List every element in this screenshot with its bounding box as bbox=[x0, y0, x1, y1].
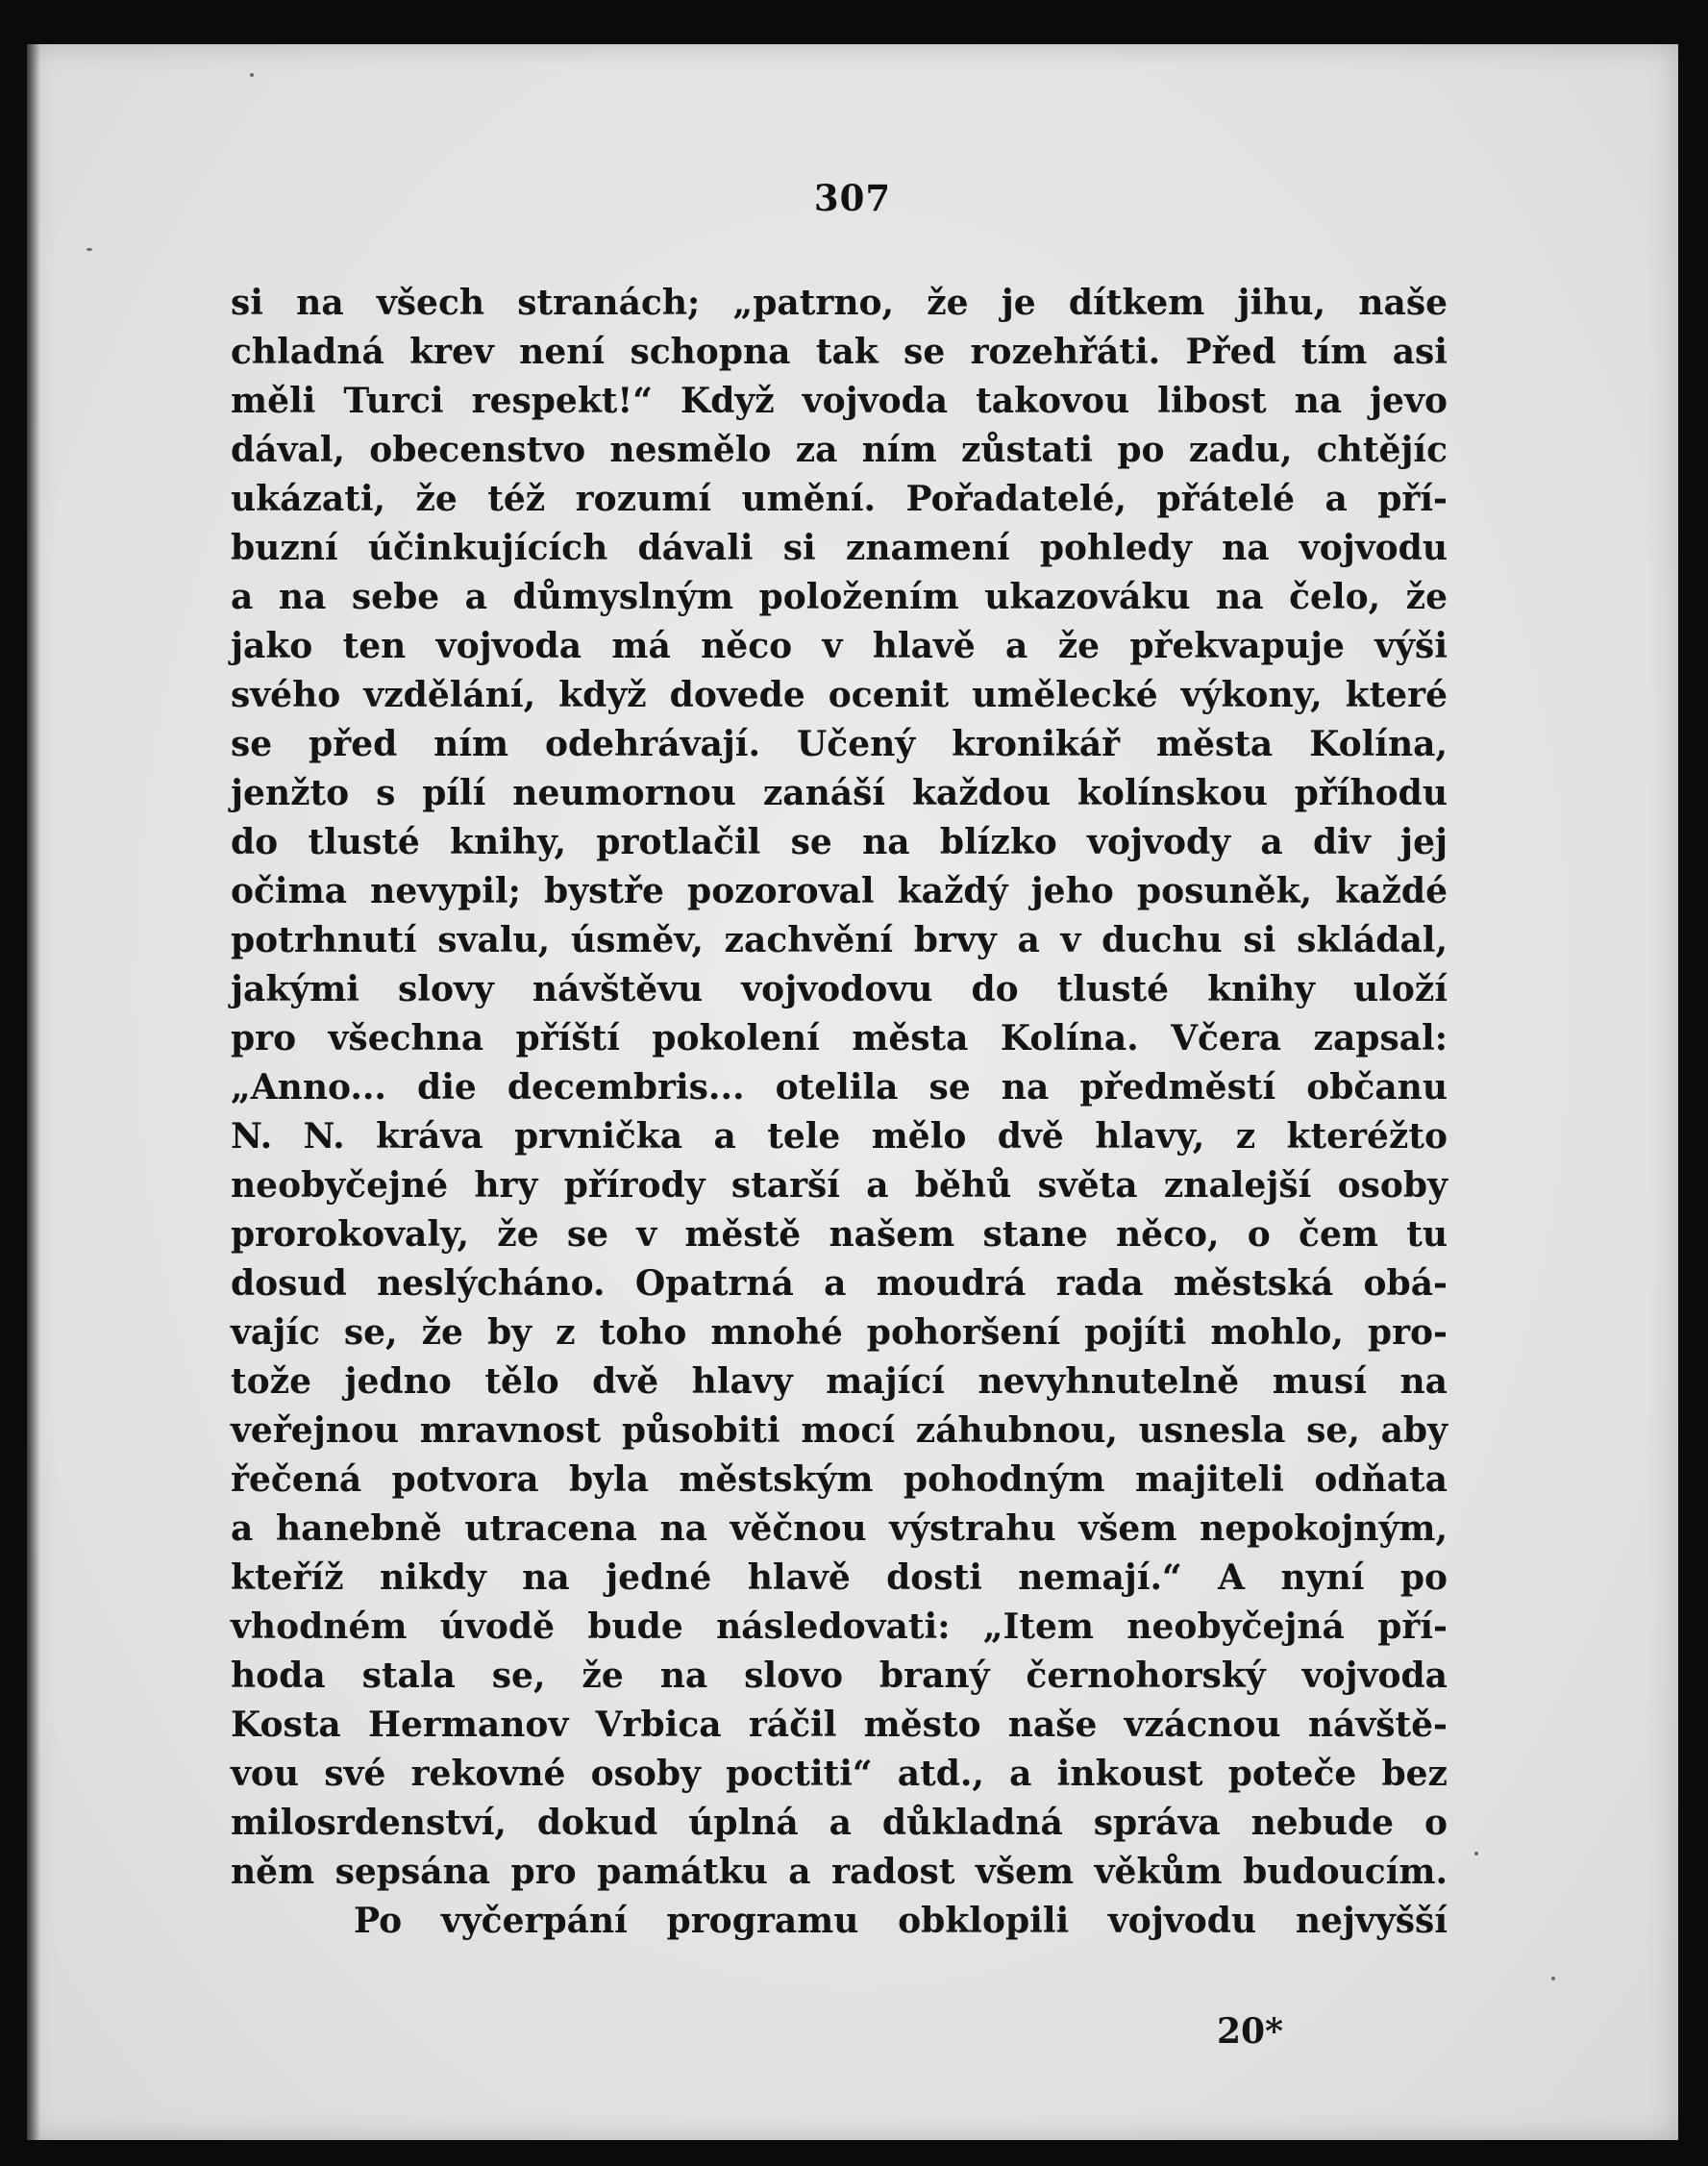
text-line: očima nevypil; bystře pozoroval každý jeho posuněk, každé bbox=[231, 871, 1448, 911]
text-line: kteříž nikdy na jedné hlavě dosti nemají.“ A nyní po bbox=[231, 1557, 1448, 1598]
text-line: dával, obecenstvo nesmělo za ním zůstati po zadu, chtějíc bbox=[231, 430, 1448, 470]
text-line: prorokovaly, že se v městě našem stane něco, o čem tu bbox=[231, 1214, 1448, 1255]
text-line: a na sebe a důmyslným položením ukazováku na čelo, že bbox=[231, 577, 1448, 617]
text-line: se před ním odehrávají. Učený kronikář města Kolína, bbox=[231, 724, 1448, 764]
print-speck bbox=[1474, 1852, 1478, 1855]
text-line: potrhnutí svalu, úsměv, zachvění brvy a v duchu si skládal, bbox=[231, 920, 1448, 960]
text-line: buzní účinkujících dávali si znamení pohledy na vojvodu bbox=[231, 528, 1448, 568]
text-line: Kosta Hermanov Vrbica ráčil město naše vzácnou návště- bbox=[231, 1705, 1448, 1745]
text-line: vou své rekovné osoby poctiti“ atd., a inkoust poteče bez bbox=[231, 1754, 1448, 1794]
text-line: pro všechna příští pokolení města Kolína. Včera zapsal: bbox=[231, 1018, 1448, 1058]
text-line: do tlusté knihy, protlačil se na blízko vojvody a div jej bbox=[231, 822, 1448, 862]
text-line: tože jedno tělo dvě hlavy mající nevyhnutelně musí na bbox=[231, 1361, 1448, 1402]
text-line: a hanebně utracena na věčnou výstrahu všem nepokojným, bbox=[231, 1508, 1448, 1549]
print-speck bbox=[87, 248, 92, 251]
text-line: veřejnou mravnost působiti mocí záhubnou, usnesla se, aby bbox=[231, 1410, 1448, 1451]
text-line: hoda stala se, že na slovo braný černohorský vojvoda bbox=[231, 1656, 1448, 1696]
text-line: něm sepsána pro památku a radost všem věkům budoucím. bbox=[231, 1852, 1448, 1892]
page-number: 307 bbox=[813, 177, 892, 219]
text-line: neobyčejné hry přírody starší a běhů světa znalejší osoby bbox=[231, 1165, 1448, 1206]
text-line: vhodném úvodě bude následovati: „Item neobyčejná pří- bbox=[231, 1606, 1448, 1647]
text-line: N. N. kráva prvnička a tele mělo dvě hlavy, z kteréžto bbox=[231, 1116, 1448, 1157]
print-speck bbox=[250, 73, 254, 77]
text-line: jako ten vojvoda má něco v hlavě a že překvapuje výši bbox=[231, 626, 1448, 666]
text-line-paragraph-start: Po vyčerpání programu obklopili vojvodu nejvyšší bbox=[354, 1901, 1448, 1941]
text-line: „Anno... die decembris... otelila se na předměstí občanu bbox=[231, 1067, 1448, 1108]
print-speck bbox=[1551, 1977, 1555, 1980]
text-line: svého vzdělání, když dovede ocenit umělecké výkony, které bbox=[231, 675, 1448, 715]
text-line: dosud neslýcháno. Opatrná a moudrá rada městská obá- bbox=[231, 1263, 1448, 1304]
text-line: si na všech stranách; „patrno, že je dítkem jihu, naše bbox=[231, 283, 1448, 323]
body-text bbox=[231, 279, 1448, 1946]
binding-shadow bbox=[27, 44, 40, 2140]
text-line: ukázati, že též rozumí umění. Pořadatelé, přátelé a pří- bbox=[231, 479, 1448, 519]
book-page bbox=[27, 44, 1678, 2140]
text-line: řečená potvora byla městským pohodným majiteli odňata bbox=[231, 1459, 1448, 1500]
signature-mark: 20* bbox=[1217, 2011, 1283, 2052]
text-line: jakými slovy návštěvu vojvodovu do tlusté knihy uloží bbox=[231, 969, 1448, 1009]
text-line: chladná krev není schopna tak se rozehřáti. Před tím asi bbox=[231, 332, 1448, 372]
text-line: jenžto s pílí neumornou zanáší každou kolínskou příhodu bbox=[231, 773, 1448, 813]
text-line: milosrdenství, dokud úplná a důkladná správa nebude o bbox=[231, 1803, 1448, 1843]
text-line: měli Turci respekt!“ Když vojvoda takovou libost na jevo bbox=[231, 381, 1448, 421]
text-line: vajíc se, že by z toho mnohé pohoršení pojíti mohlo, pro- bbox=[231, 1312, 1448, 1353]
